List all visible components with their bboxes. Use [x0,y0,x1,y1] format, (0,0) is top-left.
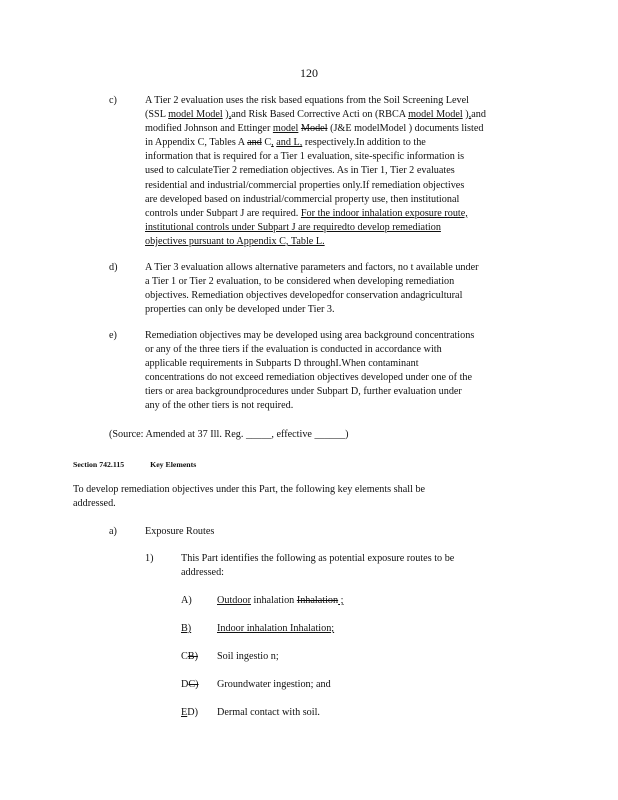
text-run: any of the other tiers is not required. [145,400,294,412]
text-run: B) [187,651,198,662]
text-run: , effective [271,429,315,440]
text-run: and [247,137,262,149]
text-run: , [271,137,274,149]
text-line [145,289,479,303]
item-c-text [145,94,486,249]
text-run: This Part identifies the following as potential exposure routes to be [181,553,455,564]
item-c-label: c) [109,95,117,106]
text-run: (Source: Amended at 37 Ill. Reg. [109,429,246,440]
text-run: are developed based on industrial/commercial property use, then institutional [145,193,460,205]
text-run: E [181,707,188,718]
text-run: , [468,109,472,121]
text-run: ) [462,109,469,121]
text-line [145,343,474,357]
text-line [145,207,486,221]
route-text [217,595,344,606]
text-run: inhalation [250,595,297,606]
text-line [109,428,348,442]
text-line [145,179,486,193]
text-run: Groundwater ingestion; and [217,679,331,690]
text-line [145,221,486,235]
route-text [217,651,279,662]
text-run: D [181,679,189,690]
text-line [181,566,454,580]
route-label [181,679,199,690]
text-line [145,94,486,108]
text-run: addressed: [181,567,224,579]
text-run: C [181,651,188,662]
section-number: Section 742.115 [73,460,125,469]
sub1-text [181,552,454,580]
text-run: D) [187,707,198,718]
text-run: Indoor inhalation Inhalation; [217,623,335,634]
text-run: ) [222,109,229,121]
text-run: and Risk Based Corrective Acti on (RBCA [231,109,409,121]
sub1-label: 1) [145,553,154,564]
text-line [145,371,474,385]
text-run: Soil ingestio n; [217,651,279,662]
text-run: a Tier 1 or Tier 2 evaluation, to be considered when developing remediation [145,276,455,288]
text-line [181,552,454,566]
text-run: in Appendix C, Tables A [145,137,248,149]
text-run: and [471,109,486,121]
text-run: applicable requirements in Subparts D throughI.When contaminant [145,358,419,370]
text-run: To develop remediation objectives under this Part, the following key elements shall be [73,484,426,495]
route-label [181,651,198,662]
section-title: Key Elements [150,460,197,469]
text-line [145,357,474,371]
text-run: institutional controls under Subpart J are requiredto develop remediation [145,221,441,233]
text-run: used to calculateTier 2 remediation objectives. As in Tier 1, Tier 2 evaluates [145,165,455,177]
text-run: Dermal contact with soil. [217,707,320,718]
text-run: C [261,137,272,149]
text-line [145,122,486,136]
text-line [145,164,486,178]
text-run: A) [181,595,192,606]
text-run: residential and industrial/commercial properties only.If remediation objectives [145,179,465,191]
section-heading [73,460,222,469]
text-run: ) [345,429,349,440]
text-run: A Tier 3 evaluation allows alternative parameters and factors, no t available under [145,262,479,273]
route-text [217,623,334,634]
text-run: model Model [168,109,223,121]
text-run: (SSL [145,109,169,121]
text-line [145,329,474,343]
text-line [145,385,474,399]
item-d-label: d) [109,262,118,273]
text-run: ______ [314,429,346,440]
text-run: ; [338,595,344,606]
text-run: objectives pursuant to Appendix C, Table L. [145,235,325,247]
text-run: (J&E modelModel ) documents listed [327,123,484,135]
text-run: Model [300,123,328,135]
route-label [181,623,191,634]
text-run: , [228,109,232,121]
text-line [145,108,486,122]
route-label [181,595,192,606]
text-line [73,483,425,497]
text-line [145,193,486,207]
text-line [145,303,479,317]
text-run: concentrations do not exceed remediation objectives developed under one of the [145,372,473,384]
text-run: tiers or area backgroundprocedures under Subpart D, further evaluation under [145,386,462,398]
text-run: addressed. [73,498,116,510]
text-run: Inhalation [296,595,339,606]
text-run: respectively.In addition to the [302,137,426,149]
text-line [145,261,479,275]
route-text [217,707,320,718]
text-run: information that is required for a Tier 1 evaluation, site-specific information is [145,151,465,163]
text-run: model Model [408,109,463,121]
item-e-label: e) [109,330,117,341]
text-line [145,150,486,164]
item-d-text [145,261,479,317]
item-e-text [145,329,474,414]
text-run: modified Johnson and Ettinger [145,123,273,135]
text-run: A Tier 2 evaluation uses the risk based equations from the Soil Screening Level [145,95,469,106]
route-text [217,679,331,690]
text-run: For the indoor inhalation exposure route, [300,207,468,219]
exposure-title: Exposure Routes [145,526,215,537]
exposure-label: a) [109,526,117,537]
text-run: properties can only be developed under Tier 3. [145,304,335,316]
text-line [145,235,486,249]
text-run: or any of the three tiers if the evaluation is conducted in accordance with [145,344,442,356]
route-label [181,707,198,718]
text-run: objectives. Remediation objectives developedfor conservation andagricultural [145,290,463,302]
text-line [145,399,474,413]
page-number: 120 [300,66,318,80]
text-run: _____ [245,429,272,440]
text-run: controls under Subpart J are required. [145,207,301,219]
text-run: model [272,123,299,135]
text-line [145,136,486,150]
text-run: Outdoor [217,595,251,606]
text-run: Remediation objectives may be developed using area background concentrations [145,330,475,341]
text-run: and L, [276,137,303,149]
source-note [109,428,348,442]
text-line [73,497,425,511]
text-run: C) [188,679,199,690]
intro-text [73,483,425,511]
text-line [145,275,479,289]
text-run: B) [181,623,192,634]
